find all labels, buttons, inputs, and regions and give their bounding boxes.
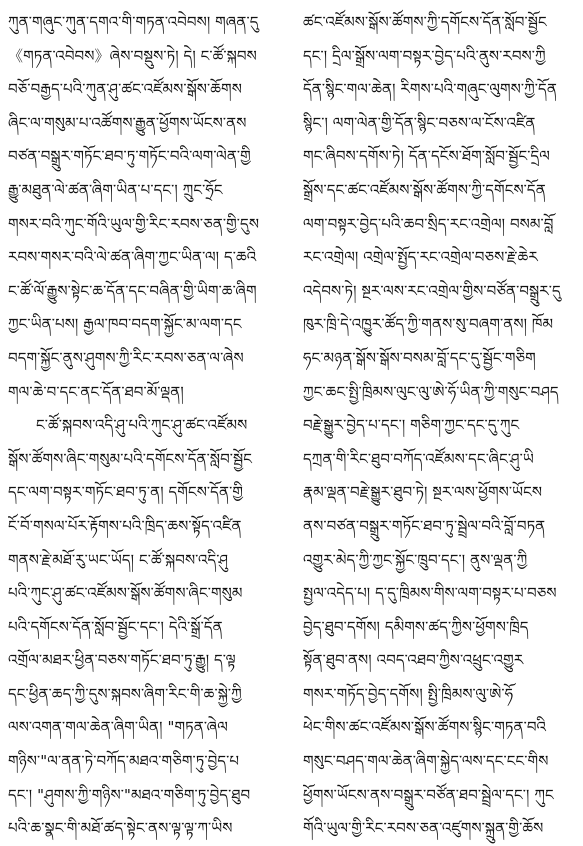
text-line: གལ་ཆེ་བ་དང་ནང་དོན་ཐབ་མོ་ལྡན།: [8, 382, 184, 401]
text-line: 《གཏན་འབེབས》ཞེས་བསྡུས་ཏེ། དེ། ང་ཚོ་སྐབས: [8, 46, 257, 65]
text-line: གནས་རྗེ་མཐོ་རུ་ཡང་ཡོད། ང་ཚོ་སྐབས་འདི་ཤུ: [8, 550, 229, 569]
text-line: ལས་འགན་གལ་ཆེན་ཞིག་ཡིན། "གཏན་ཞེལ: [8, 718, 228, 737]
text-line: ཧང་མཉན་སྒོས་སྒོས་བསམ་བློ་དང་དུ་སྦྱོང་གཅིག: [303, 348, 536, 367]
text-line: པའི་ཀུང་ཤུ་ཚང་འཛོམས་སྒོས་ཚོགས་ཞིང་གསུམ: [8, 584, 243, 603]
text-line: དོན་སྙིང་གལ་ཆེན། རིགས་པའི་གཞུང་ལུགས་ཀྱི་དོན: [303, 80, 557, 99]
text-line: འདེབས་ཏེ། སྔར་ལས་རང་འགྲེལ་གྱིས་བཙོན་བསྒྲུར་དུ: [303, 281, 561, 300]
text-line: ཚང་འཛོམས་སྒོས་ཚོགས་ཀྱི་དགོངས་དོན་སློབ་སྦྱོང: [303, 13, 547, 31]
text-line: འགྱུར་མེད་ཀྱི་ཀྱང་སྐྱོང་ཁྲུབ་དང་། ནུས་ལྡན་ཀྱི: [303, 550, 528, 569]
text-line: གཉིས་"ལ་ནན་ཏེ་བཀོད་མཐའ་གཅིག་ཏུ་བྱེད་པ: [8, 752, 240, 771]
text-line: ཀུན་གཞུང་ཀུན་དགའ་གི་གཏན་འབེབས། གཞན་དུ: [8, 13, 259, 31]
text-line: གསར་བའི་ཀུང་གོའི་ཡུལ་གྱི་རིང་རབས་ཅན་གྱི་དུས: [8, 214, 260, 233]
text-line: དཀྲན་གི་རིང་ཐུབ་བཀོད་འཛོམས་དང་ཞིང་ཤུ་ཡི: [303, 449, 534, 468]
text-line: དང་། "ཤུགས་ཀྱི་གཉིས་"མཐའ་གཅིག་ཏུ་བྱེད་ཐུབ: [8, 785, 251, 804]
text-line: གོའི་ཡུལ་གྱི་རིང་རབས་ཅན་འཛུགས་སྐྲུན་གྱི་ཆོས: [303, 819, 544, 838]
text-line: ཀྱང་ཆང་སྤྱི་ཁྲིམས་ལུང་ལུ་ཨེ་ཧོ་ཡིན་ཀྱི་གསུང་བཤད: [303, 382, 559, 401]
text-line: སྤྱལ་འདེད་པ། ད་དུ་ཁྲིམས་གིས་ལག་བསྟར་པ་བཅས: [303, 584, 557, 603]
right-text-column: [303, 6, 575, 846]
text-line: སྒྲོས་དང་ཚང་འཛོམས་སྒོས་ཚོགས་ཀྱི་དགོངས་དོན: [303, 180, 546, 199]
text-line: པའི་དགོངས་དོན་སློབ་སྦྱོང་དང་། དེའི་སྒྲོ་དོན: [8, 617, 223, 636]
text-line: རང་འགྲེལ། འགྲེལ་སྤྱོད་རང་འགྲེལ་བཅས་རྗེ་ཆེར: [303, 248, 538, 267]
text-line: ངོ་བོ་གསལ་པོར་རྟོགས་པའི་ཁྲིད་ཆས་སྟོད་འཛིན: [8, 516, 242, 535]
text-line: བཙན་བསྒྲུར་གཏོང་ཐབ་ཏུ་གཏོང་བའི་ལག་ལེན་གྱི: [8, 147, 251, 166]
text-line: ཕྱོགས་ཡོངས་ནས་བསྒྲུར་བཙོན་ཐབ་སྦྲེལ་དང་། ཀུང: [303, 785, 554, 804]
text-line: ཞིང་ལ་གསུམ་པ་འཚོགས་རྒྱུན་ཕྱོགས་ཡོངས་ནས: [8, 113, 247, 132]
text-line: ཁུར་ཁྲི་དེ་འཁྱུར་ཚོད་ཀྱི་གནས་སུ་བཞག་ནས། ཁོམ: [303, 315, 554, 334]
text-line: ང་ཚོ་ལོ་རྒྱུས་སྟེང་ཆ་དོན་དང་བཞིན་གྱི་ཡིག་ཆ་ཞིག: [8, 281, 257, 300]
text-line: བདག་སྐྱོང་ནུས་ཤུགས་ཀྱི་རིང་རབས་ཅན་ལ་ཞེས: [8, 348, 244, 367]
text-line: འགྲོལ་མཐར་ཕྱིན་བཅས་གཏོང་ཐབ་ཏུ་རྒྱུ། ད་ལྟ: [8, 651, 236, 670]
text-line: སྒོས་ཚོགས་ཞིང་གསུམ་པའི་དགོངས་དོན་སློབ་སྦྱོང: [8, 449, 253, 468]
text-line: དང་། དྲིལ་སྒྲོས་ལག་བསྟར་བྱེད་པའི་ནུས་རབས་ཀྱི: [303, 46, 546, 65]
text-line: བྱེད་ཐུབ་དགོས། དམིགས་ཚད་ཀྱིས་ཕྱོགས་ཁྲིད: [303, 617, 529, 636]
text-line: དང་ལག་བསྟར་གཏོང་ཐབ་ཏུ་ན། དགོངས་དོན་གྱི: [8, 483, 243, 502]
text-line: གསར་གཏོད་བྱེད་དགོས། སྤྱི་ཁྲིམས་ལུ་ཨེ་ཧོ: [303, 684, 514, 703]
paragraph-first-line: ང་ཚོ་སྐབས་འདི་ཤུ་པའི་ཀུང་ཤུ་ཚང་འཛོམས: [36, 416, 248, 435]
text-line: སྟོན་ཐུབ་ནས། འབད་འཐབ་ཀྱིས་འཕྲུང་འགྱུར: [303, 651, 524, 670]
text-line: སྙིང་། ལག་ལེན་གྱི་དོན་སྙིང་བཅས་ལ་ངོས་འཛིན: [303, 113, 536, 132]
text-line: གང་ཞིབས་དགོས་ཏེ། དོན་དངོས་ཐོག་སློབ་སྦྱོང་དྲིལ: [303, 147, 550, 166]
text-line: རབས་གསར་བའི་ལེ་ཚན་ཞིག་ཀྱང་ཡིན་ལ། ད་ཆའི: [8, 248, 257, 267]
text-line: ཀྱང་ཡིན་པས། རྒྱལ་ཁབ་བདག་སྐྱོང་མ་ལག་དང: [8, 315, 242, 334]
text-line: ལག་བསྟར་བྱེད་པའི་ཆབ་སྲིད་རང་འགྲེལ། བསམ་བློ: [303, 214, 554, 233]
text-line: རྒྱུ་མཐུན་ལེ་ཚན་ཞིག་ཡིན་པ་དང་། ཀྲུང་ཧྲོང: [8, 180, 223, 199]
text-line: པའི་ཆ་སྣང་གི་མཐོ་ཚད་སྟེང་ནས་ལྟ་ལྟ་ཀ་ཡིས: [8, 819, 233, 838]
left-text-column: [8, 6, 280, 846]
text-line: རྣམ་ལྡན་བརྗེ་སྒྱུར་ཐུབ་ཏེ། སྔར་ལས་ཕྱོགས་ཡོངས: [303, 483, 543, 502]
text-line: ནས་བཙན་བསྒྲུར་གཏོང་ཐབ་ཏུ་སྦྲེལ་བའི་བློ་བཏན: [303, 516, 546, 535]
text-line: གསུང་བཤད་གལ་ཆེན་ཞིག་སྐྱེད་ལས་དང་ངང་གིས: [303, 752, 549, 771]
text-line: བཅོ་བརྒྱད་པའི་ཀུན་ཤུ་ཚང་འཛོམས་སྒོས་ཆོགས: [8, 80, 242, 99]
text-line: བརྗེ་སྒྱུར་བྱེད་པ་དང་། གཅིག་ཀྱང་དང་དུ་ཀུང: [303, 416, 520, 435]
text-line: དང་ཕྱིན་ཆད་ཀྱི་དུས་སྐབས་ཞིག་རིང་གི་ཆ་སྐྱེ་ཀྱི: [8, 684, 242, 703]
text-line: ཕེང་གིས་ཚང་འཛོམས་སྒོས་ཚོགས་སྙིང་གཏན་བའི: [303, 718, 547, 737]
